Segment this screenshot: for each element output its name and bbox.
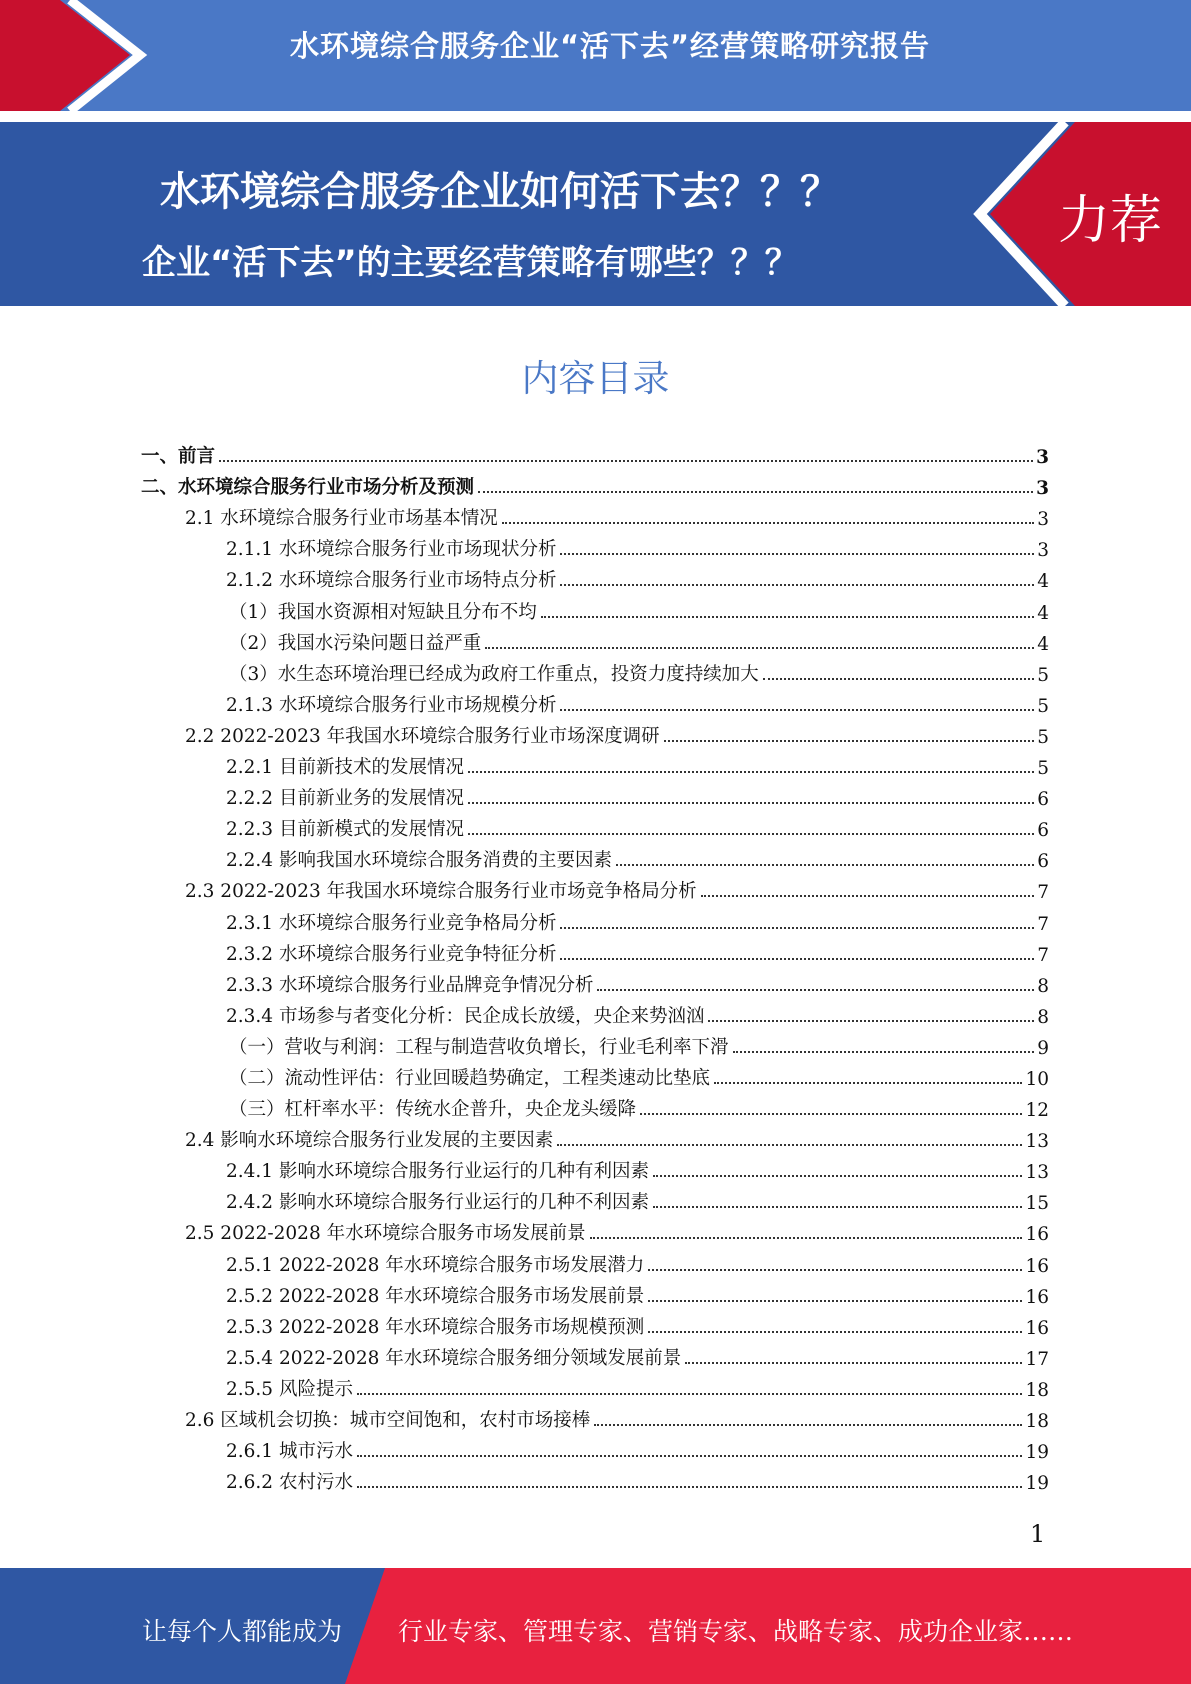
toc-entry-title: 2.6 区域机会切换：城市空间饱和，农村市场接棒 [185, 1410, 591, 1431]
toc-entry-page: 3 [1037, 509, 1049, 531]
toc-entry-title: 2.1.3 水环境综合服务行业市场规模分析 [226, 694, 557, 716]
toc-entry-page: 18 [1025, 1411, 1049, 1432]
toc-entry-page: 3 [1036, 447, 1049, 469]
toc-entry-page: 10 [1025, 1068, 1049, 1090]
toc-leader-dots [468, 802, 1034, 804]
toc-entry-page: 13 [1025, 1131, 1049, 1153]
toc-entry-page: 19 [1025, 1442, 1049, 1464]
page-number: 1 [1030, 1520, 1046, 1548]
toc-leader-dots [560, 584, 1034, 586]
toc-leader-dots [701, 895, 1035, 897]
toc-leader-dots [594, 1424, 1022, 1426]
toc-entry-title: （一）营收与利润：工程与制造营收负增长，行业毛利率下滑 [229, 1036, 729, 1058]
toc-entry-title: 2.1.1 水环境综合服务行业市场现状分析 [226, 539, 557, 561]
toc-leader-dots [640, 1113, 1022, 1115]
toc-entry-title: 2.3.1 水环境综合服务行业竞争格局分析 [226, 912, 557, 934]
toc-leader-dots [648, 1269, 1022, 1271]
toc-entry-page: 7 [1037, 913, 1049, 935]
toc-leader-dots [653, 1206, 1022, 1208]
toc-entry-title: 一、前言 [141, 446, 216, 468]
toc-entry-page: 8 [1037, 1006, 1049, 1028]
toc-entry-page: 16 [1025, 1255, 1049, 1277]
hero-question-1: 水环境综合服务企业如何活下去？？？ [160, 169, 840, 215]
toc-list [141, 437, 1049, 1494]
toc-entry[interactable] [141, 1370, 1049, 1401]
toc-entry-title: 2.4.2 影响水环境综合服务行业运行的几种不利因素 [226, 1192, 649, 1214]
toc-entry[interactable] [141, 686, 1049, 717]
toc-entry-title: 2.5.5 风险提示 [226, 1378, 353, 1400]
toc-leader-dots [648, 1331, 1022, 1333]
footer-left-text: 让每个人都能成为 [142, 1617, 343, 1646]
toc-entry-page: 18 [1025, 1379, 1049, 1401]
toc-entry-title: 二、水环境综合服务行业市场分析及预测 [141, 477, 475, 499]
toc-entry[interactable] [141, 903, 1049, 934]
toc-leader-dots [468, 771, 1034, 773]
toc-entry-page: 4 [1037, 571, 1049, 593]
toc-entry-title: 2.5.4 2022-2028 年水环境综合服务细分领域发展前景 [226, 1347, 682, 1369]
hero-question-2: 企业“活下去”的主要经营策略有哪些？？？ [142, 243, 799, 283]
toc-leader-dots [664, 740, 1035, 742]
toc-entry-title: 2.2.2 目前新业务的发展情况 [226, 788, 464, 810]
toc-entry[interactable] [141, 1183, 1049, 1214]
toc-leader-dots [560, 553, 1034, 555]
toc-entry-page: 13 [1025, 1162, 1049, 1184]
toc-entry-page: 9 [1037, 1037, 1049, 1059]
toc-entry-title: （2）我国水污染问题日益严重 [229, 632, 482, 654]
toc-entry-title: （1）我国水资源相对短缺且分布不均 [229, 601, 537, 623]
toc-entry-title: 2.6.1 城市污水 [226, 1441, 353, 1463]
toc-entry[interactable] [141, 530, 1049, 561]
toc-entry-page: 5 [1037, 726, 1049, 748]
toc-entry[interactable] [141, 966, 1049, 997]
toc-entry-title: 2.2.3 目前新模式的发展情况 [226, 819, 464, 841]
toc-leader-dots [653, 1175, 1022, 1177]
top-red-arrow [0, 0, 160, 111]
toc-leader-dots [557, 1144, 1022, 1146]
toc-entry-page: 16 [1025, 1317, 1049, 1339]
toc-leader-dots [708, 1020, 1034, 1022]
toc-leader-dots [648, 1300, 1022, 1302]
toc-entry-title: 2.3.2 水环境综合服务行业竞争特征分析 [226, 943, 557, 965]
toc-entry[interactable] [141, 1277, 1049, 1308]
toc-entry-title: 2.3.4 市场参与者变化分析：民企成长放缓，央企来势汹汹 [226, 1005, 705, 1027]
toc-leader-dots [560, 709, 1034, 711]
toc-entry-page: 7 [1037, 944, 1049, 966]
toc-entry-page: 4 [1037, 602, 1049, 624]
toc-leader-dots [560, 958, 1034, 960]
toc-leader-dots [478, 491, 1033, 493]
toc-leader-dots [357, 1486, 1023, 1488]
toc-entry[interactable] [141, 841, 1049, 872]
toc-leader-dots [357, 1455, 1023, 1457]
toc-entry-page: 4 [1037, 633, 1049, 655]
toc-entry[interactable] [141, 1028, 1049, 1059]
toc-entry-title: 2.3.3 水环境综合服务行业品牌竞争情况分析 [226, 974, 594, 996]
toc-entry-page: 3 [1037, 540, 1049, 562]
toc-entry-title: 2.2.1 目前新技术的发展情况 [226, 757, 464, 779]
toc-entry[interactable] [141, 748, 1049, 779]
toc-leader-dots [733, 1051, 1035, 1053]
toc-leader-dots [468, 833, 1034, 835]
toc-entry[interactable] [141, 561, 1049, 592]
toc-entry-page: 16 [1025, 1286, 1049, 1308]
toc-leader-dots [502, 522, 1034, 524]
toc-leader-dots [597, 989, 1034, 991]
toc-entry-page: 16 [1025, 1224, 1049, 1246]
toc-entry[interactable] [141, 810, 1049, 841]
toc-entry[interactable] [141, 1339, 1049, 1370]
report-title: 水环境综合服务企业“活下去”经营策略研究报告 [289, 29, 931, 63]
toc-entry[interactable] [141, 437, 1049, 468]
toc-entry[interactable] [141, 717, 1049, 748]
toc-entry[interactable] [141, 499, 1049, 530]
toc-entry[interactable] [141, 1245, 1049, 1276]
toc-entry[interactable] [141, 1308, 1049, 1339]
toc-entry-title: 2.2.4 影响我国水环境综合服务消费的主要因素 [226, 850, 612, 872]
toc-leader-dots [763, 678, 1034, 680]
footer-right-text: 行业专家、管理专家、营销专家、战略专家、成功企业家…… [398, 1617, 1074, 1646]
recommend-badge: 力荐 [1058, 191, 1163, 251]
toc-entry-title: 2.1 水环境综合服务行业市场基本情况 [185, 508, 498, 530]
toc-entry[interactable] [141, 655, 1049, 686]
toc-entry-page: 5 [1037, 758, 1049, 780]
toc-entry-title: 2.6.2 农村污水 [226, 1472, 353, 1494]
toc-leader-dots [590, 1237, 1023, 1239]
toc-leader-dots [485, 647, 1034, 649]
toc-entry[interactable] [141, 1121, 1049, 1152]
toc-entry[interactable] [141, 1152, 1049, 1183]
toc-entry-title: 2.5.3 2022-2028 年水环境综合服务市场规模预测 [226, 1316, 645, 1338]
toc-entry[interactable] [141, 1401, 1049, 1432]
toc-entry[interactable] [141, 1214, 1049, 1245]
toc-entry-title: 2.5.1 2022-2028 年水环境综合服务市场发展潜力 [226, 1254, 645, 1276]
toc-entry[interactable] [141, 592, 1049, 623]
toc-entry[interactable] [141, 1463, 1049, 1494]
toc-entry-title: 2.4.1 影响水环境综合服务行业运行的几种有利因素 [226, 1161, 649, 1183]
toc-entry[interactable] [141, 468, 1049, 499]
toc-entry-page: 12 [1025, 1100, 1049, 1122]
toc-entry-title: 2.3 2022-2023 年我国水环境综合服务行业市场竞争格局分析 [185, 881, 697, 903]
toc-entry-title: （二）流动性评估：行业回暖趋势确定，工程类速动比垫底 [229, 1067, 711, 1089]
toc-leader-dots [685, 1362, 1022, 1364]
toc-entry-title: 2.1.2 水环境综合服务行业市场特点分析 [226, 570, 557, 592]
toc-entry-title: 2.4 影响水环境综合服务行业发展的主要因素 [185, 1130, 554, 1152]
toc-entry[interactable] [141, 624, 1049, 655]
toc-entry[interactable] [141, 779, 1049, 810]
toc-entry-page: 6 [1037, 820, 1049, 842]
toc-entry-page: 7 [1037, 882, 1049, 904]
toc-entry-title: （三）杠杆率水平：传统水企普升，央企龙头缓降 [229, 1099, 637, 1121]
toc-entry-title: 2.5.2 2022-2028 年水环境综合服务市场发展前景 [226, 1285, 645, 1307]
toc-entry-page: 15 [1025, 1193, 1049, 1215]
toc-entry-page: 8 [1037, 975, 1049, 997]
toc-entry[interactable] [141, 997, 1049, 1028]
toc-entry-page: 3 [1036, 478, 1049, 500]
toc-leader-dots [357, 1393, 1023, 1395]
toc-entry-title: （3）水生态环境治理已经成为政府工作重点，投资力度持续加大 [229, 663, 759, 685]
toc-entry[interactable] [141, 1432, 1049, 1463]
toc-entry-title: 2.5 2022-2028 年水环境综合服务市场发展前景 [185, 1223, 586, 1245]
toc-entry[interactable] [141, 935, 1049, 966]
toc-entry-page: 17 [1025, 1348, 1049, 1370]
toc-leader-dots [541, 616, 1034, 618]
toc-leader-dots [560, 927, 1034, 929]
toc-leader-dots [219, 460, 1033, 462]
toc-entry-page: 5 [1037, 664, 1049, 686]
toc-leader-dots [714, 1082, 1022, 1084]
toc-heading: 内容目录 [521, 357, 670, 400]
toc-entry[interactable] [141, 1059, 1049, 1090]
toc-entry[interactable] [141, 1090, 1049, 1121]
toc-entry-page: 5 [1037, 695, 1049, 717]
toc-entry-title: 2.2 2022-2023 年我国水环境综合服务行业市场深度调研 [185, 725, 660, 747]
toc-entry-page: 6 [1037, 851, 1049, 873]
toc-entry[interactable] [141, 872, 1049, 903]
toc-entry-page: 19 [1025, 1473, 1049, 1495]
toc-leader-dots [616, 864, 1034, 866]
toc-entry-page: 6 [1037, 789, 1049, 811]
